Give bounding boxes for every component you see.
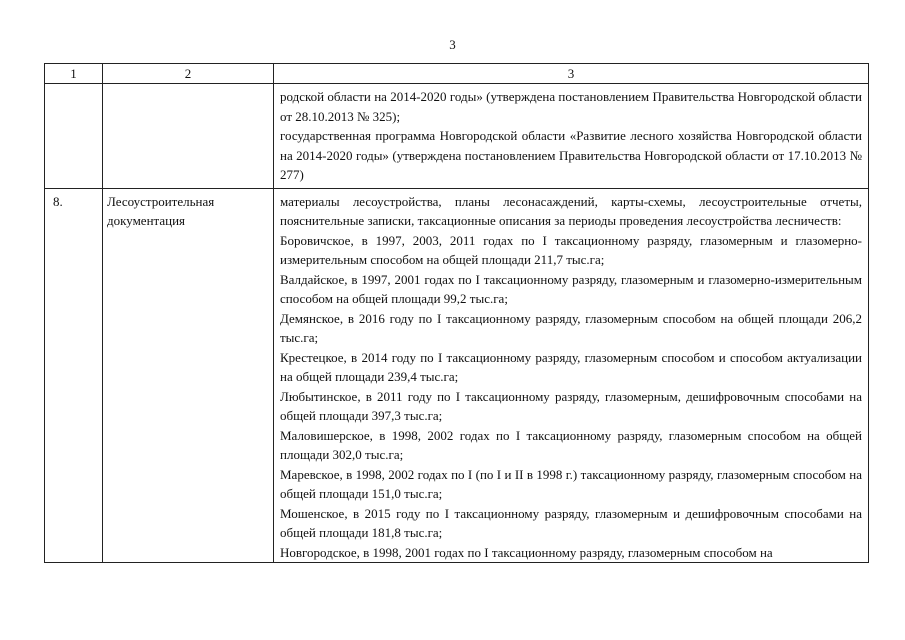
- content-paragraph: Маловишерское, в 1998, 2002 годах по I таксационному разряду, глазомерным способом на общей площади 302,0 тыс.га;: [280, 427, 862, 462]
- content-paragraph: Любытинское, в 2011 году по I таксационному разряду, глазомерным, дешифровочным способами на общей площади 397,3 тыс.га;: [280, 388, 862, 423]
- header-col-3: 3: [274, 64, 869, 84]
- content-paragraph: материалы лесоустройства, планы лесонасаждений, карты-схемы, лесоустроительные отчеты, пояснительные записки, таксационные описания за периоды проведения лесоустройства лесничеств:: [280, 193, 862, 228]
- row-number-cell: [45, 84, 103, 189]
- content-paragraph: Новгородское, в 1998, 2001 годах по I таксационному разряду, глазомерным способом на: [280, 544, 773, 560]
- content-paragraph: Валдайское, в 1997, 2001 годах по I таксационному разряду, глазомерным и глазомерно-измерительным способом на общей площади 99,2 тыс.га;: [280, 271, 862, 306]
- table-row-8: [45, 188, 869, 563]
- table-header-row: [45, 64, 869, 84]
- row-content-cell: [274, 84, 869, 189]
- content-paragraph: Мошенское, в 2015 году по I таксационному разряду, глазомерным и дешифровочным способами на общей площади 181,8 тыс.га;: [280, 505, 862, 540]
- content-paragraph: Демянское, в 2016 году по I таксационному разряду, глазомерным способом на общей площади 206,2 тыс.га;: [280, 310, 862, 345]
- content-paragraph: Крестецкое, в 2014 году по I таксационному разряду, глазомерным способом и способом актуализации на общей площади 239,4 тыс.га;: [280, 349, 862, 384]
- row-number-cell: 8.: [45, 188, 103, 563]
- content-paragraph: Маревское, в 1998, 2002 годах по I (по I и II в 1998 г.) таксационному разряду, глазомерным способом на общей площади 151,0 тыс.га;: [280, 466, 862, 501]
- row-name-cell: Лесоустроительная документация: [103, 188, 274, 563]
- content-paragraph: Боровичское, в 1997, 2003, 2011 годах по I таксационному разряду, глазомерным и глазомерно-измерительным способом на общей площади 211,7 тыс.га;: [280, 232, 862, 267]
- header-col-2: 2: [103, 64, 274, 84]
- content-paragraph: родской области на 2014-2020 годы» (утверждена постановлением Правительства Новгородской области от 28.10.2013 № 325);: [280, 89, 862, 124]
- page-number: 3: [449, 37, 456, 52]
- row-content-cell: [274, 188, 869, 563]
- header-col-1: 1: [45, 64, 103, 84]
- row-name-cell: [103, 84, 274, 189]
- table-row-continuation: [45, 84, 869, 189]
- content-paragraph: государственная программа Новгородской области «Развитие лесного хозяйства Новгородской области на 2014-2020 годы» (утверждена постановлением Правительства Новгородской области от 17.10.2013 № 277): [280, 128, 862, 182]
- document-table: [44, 63, 869, 563]
